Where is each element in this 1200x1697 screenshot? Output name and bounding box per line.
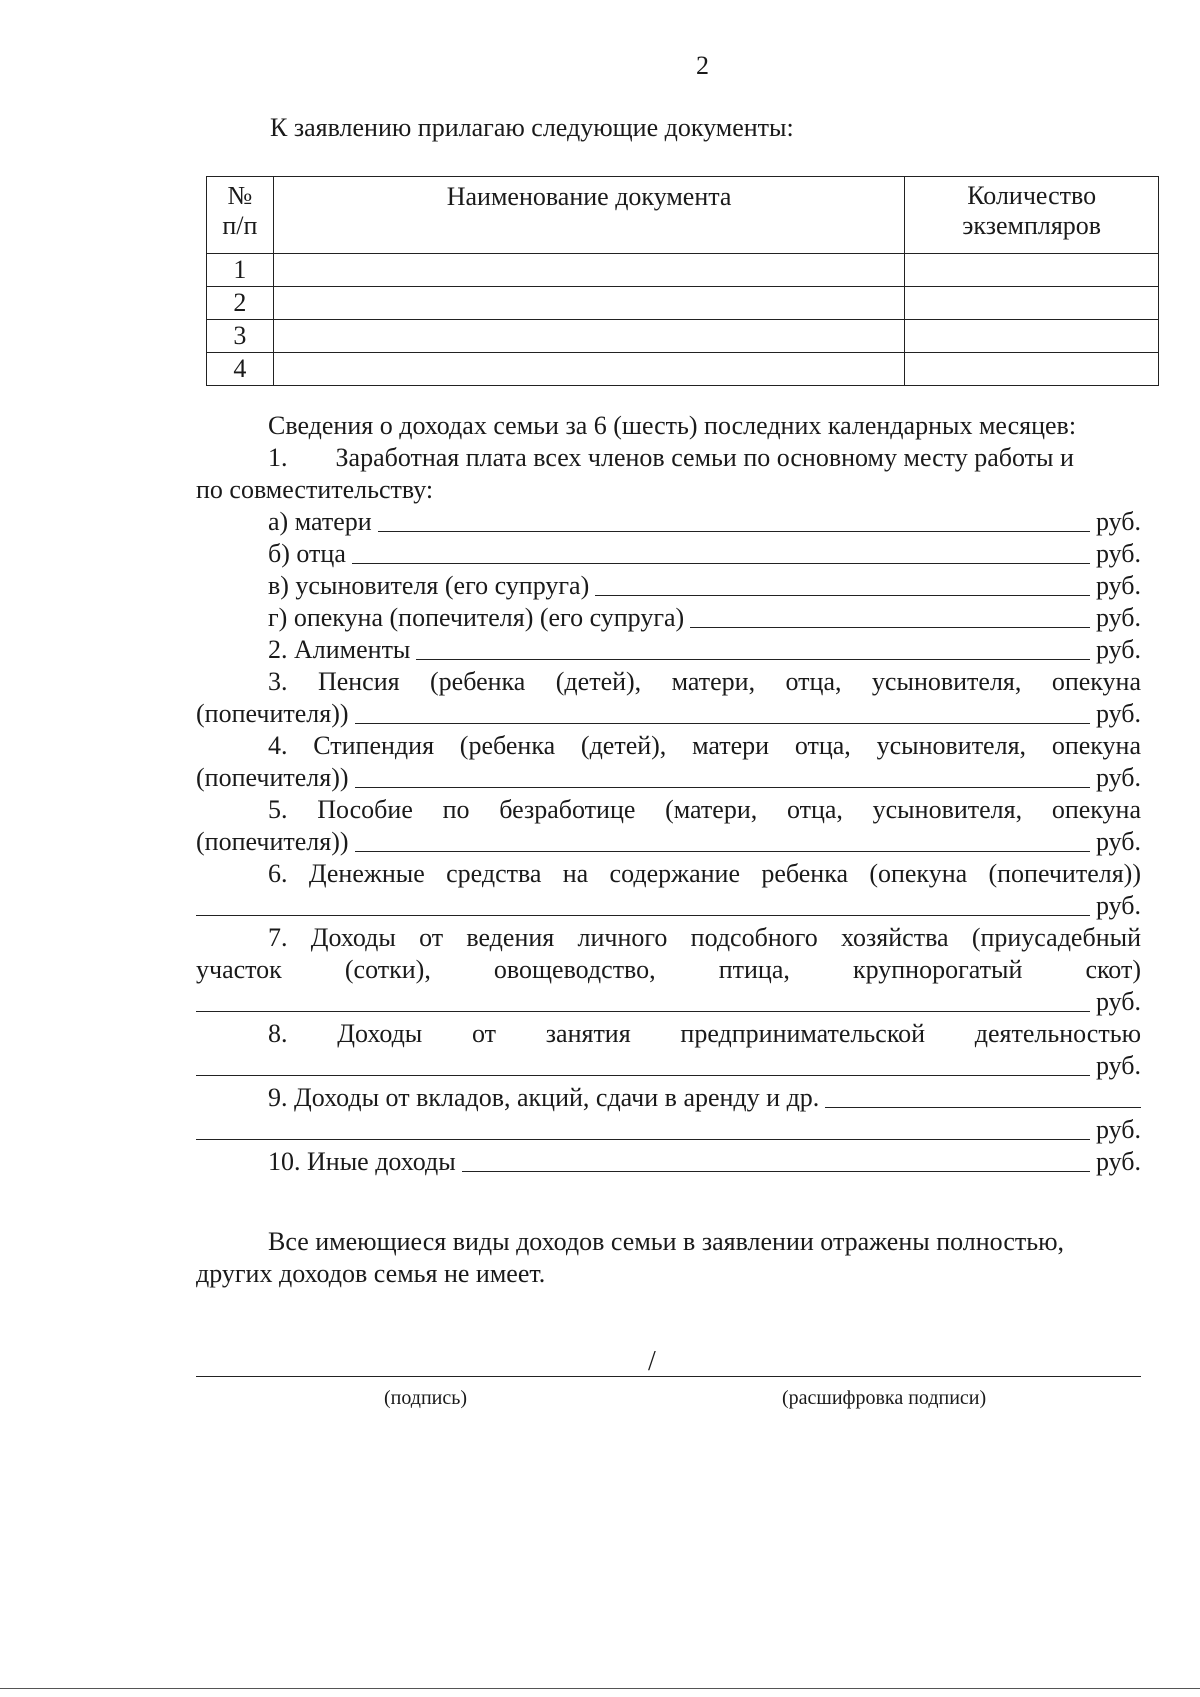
col-header-number-line1: № bbox=[227, 181, 253, 210]
item2-label: 2. Алименты bbox=[268, 634, 411, 664]
declaration-line2 bbox=[196, 1258, 1141, 1290]
page-number: 2 bbox=[696, 51, 709, 80]
item-b-line bbox=[196, 538, 1141, 570]
documents-table bbox=[206, 176, 1159, 386]
item3-cont-line bbox=[196, 698, 1141, 730]
quantity-cell[interactable] bbox=[905, 254, 1159, 287]
signature-caption: (подпись) bbox=[384, 1387, 468, 1409]
item-g-label: г) опекуна (попечителя) (его супруга) bbox=[268, 602, 685, 632]
item1-line bbox=[196, 442, 1141, 474]
item9-field-line bbox=[196, 1114, 1141, 1146]
rub-label: руб. bbox=[1095, 826, 1141, 856]
col-header-number-line2: п/п bbox=[222, 211, 258, 240]
rub-label: руб. bbox=[1095, 570, 1141, 600]
signature-separator: / bbox=[648, 1346, 656, 1377]
item7-cont-line bbox=[196, 954, 1141, 986]
rub-label: руб. bbox=[1095, 890, 1141, 920]
item3-label: 3. Пенсия (ребенка (детей), матери, отца, усыновителя, опекуна bbox=[268, 666, 1141, 696]
document-name-cell[interactable] bbox=[273, 287, 904, 320]
item8-field-line bbox=[196, 1050, 1141, 1082]
col-header-quantity bbox=[905, 177, 1159, 254]
item1-text: Заработная плата всех членов семьи по основному месту работы и bbox=[335, 442, 1074, 472]
row-number: 3 bbox=[207, 320, 274, 353]
business-income-field[interactable] bbox=[196, 1074, 1090, 1076]
document-name-cell[interactable] bbox=[273, 254, 904, 287]
table-row bbox=[207, 254, 1159, 287]
declaration-text-1: Все имеющиеся виды доходов семьи в заявлении отражены полностью, bbox=[268, 1226, 1064, 1256]
item10-line bbox=[196, 1146, 1141, 1178]
item-a-label: а) матери bbox=[268, 506, 372, 536]
adopter-income-field[interactable] bbox=[595, 594, 1090, 596]
item9-line bbox=[196, 1082, 1141, 1114]
col-header-name: Наименование документа bbox=[273, 177, 904, 254]
unemployment-field[interactable] bbox=[355, 850, 1090, 852]
income-heading: Сведения о доходах семьи за 6 (шесть) последних календарных месяцев: bbox=[268, 410, 1077, 440]
item7-label: 7. Доходы от ведения личного подсобного хозяйства (приусадебный bbox=[268, 922, 1141, 952]
item5-label: 5. Пособие по безработице (матери, отца, усыновителя, опекуна bbox=[268, 794, 1141, 824]
item-g-line bbox=[196, 602, 1141, 634]
rub-label: руб. bbox=[1095, 986, 1141, 1016]
rub-label: руб. bbox=[1095, 506, 1141, 536]
stipend-field[interactable] bbox=[355, 786, 1090, 788]
declaration-line1 bbox=[196, 1226, 1141, 1258]
quantity-cell[interactable] bbox=[905, 287, 1159, 320]
item10-label: 10. Иные доходы bbox=[268, 1146, 456, 1176]
rub-label: руб. bbox=[1095, 538, 1141, 568]
item3-line bbox=[196, 666, 1141, 698]
row-number: 1 bbox=[207, 254, 274, 287]
income-heading-line bbox=[196, 410, 1141, 442]
item6-label: 6. Денежные средства на содержание ребенка (опекуна (попечителя)) bbox=[268, 858, 1141, 888]
farm-income-field[interactable] bbox=[196, 1010, 1090, 1012]
item7-field-line bbox=[196, 986, 1141, 1018]
other-income-field[interactable] bbox=[462, 1170, 1090, 1172]
col-header-quantity-line1: Количество bbox=[967, 181, 1097, 210]
item2-line bbox=[196, 634, 1141, 666]
item7-line bbox=[196, 922, 1141, 954]
row-number: 2 bbox=[207, 287, 274, 320]
quantity-cell[interactable] bbox=[905, 353, 1159, 386]
item7-continuation: участок (сотки), овощеводство, птица, крупнорогатый скот) bbox=[196, 954, 1141, 984]
deposits-field-part1[interactable] bbox=[825, 1106, 1141, 1108]
item5-cont-line bbox=[196, 826, 1141, 858]
rub-label: руб. bbox=[1095, 1114, 1141, 1144]
col-header-quantity-line2: экземпляров bbox=[962, 211, 1102, 240]
table-row bbox=[207, 287, 1159, 320]
item1-continuation: по совместительству: bbox=[196, 474, 434, 504]
rub-label: руб. bbox=[1095, 634, 1141, 664]
guardian-label: (попечителя)) bbox=[196, 826, 349, 856]
alimony-field[interactable] bbox=[416, 658, 1090, 660]
quantity-cell[interactable] bbox=[905, 320, 1159, 353]
page-bottom-edge bbox=[0, 1688, 1200, 1689]
item1-cont-line bbox=[196, 474, 1141, 506]
pension-field[interactable] bbox=[355, 722, 1090, 724]
child-support-field[interactable] bbox=[196, 914, 1090, 916]
item-v-label: в) усыновителя (его супруга) bbox=[268, 570, 590, 600]
rub-label: руб. bbox=[1095, 602, 1141, 632]
rub-label: руб. bbox=[1095, 1050, 1141, 1080]
father-income-field[interactable] bbox=[352, 562, 1090, 564]
item8-line bbox=[196, 1018, 1141, 1050]
item6-cont-line bbox=[196, 890, 1141, 922]
col-header-number bbox=[207, 177, 274, 254]
item5-line bbox=[196, 794, 1141, 826]
rub-label: руб. bbox=[1095, 1146, 1141, 1176]
declaration-text-2: других доходов семья не имеет. bbox=[196, 1258, 546, 1288]
rub-label: руб. bbox=[1095, 762, 1141, 792]
row-number: 4 bbox=[207, 353, 274, 386]
guardian-income-field[interactable] bbox=[690, 626, 1090, 628]
rub-label: руб. bbox=[1095, 698, 1141, 728]
signature-line[interactable] bbox=[196, 1376, 1141, 1377]
item4-label: 4. Стипендия (ребенка (детей), матери отца, усыновителя, опекуна bbox=[268, 730, 1141, 760]
guardian-label: (попечителя)) bbox=[196, 698, 349, 728]
signature-decode-caption: (расшифровка подписи) bbox=[782, 1387, 987, 1409]
attachments-intro: К заявлению прилагаю следующие документы: bbox=[270, 113, 794, 142]
item8-label: 8. Доходы от занятия предпринимательской деятельностью bbox=[268, 1018, 1141, 1048]
item6-line bbox=[196, 858, 1141, 890]
table-header-row bbox=[207, 177, 1159, 254]
item1-number: 1. bbox=[268, 442, 288, 472]
document-name-cell[interactable] bbox=[273, 320, 904, 353]
table-row bbox=[207, 353, 1159, 386]
document-name-cell[interactable] bbox=[273, 353, 904, 386]
item4-cont-line bbox=[196, 762, 1141, 794]
mother-income-field[interactable] bbox=[378, 530, 1090, 532]
deposits-field-part2[interactable] bbox=[196, 1138, 1090, 1140]
table-row bbox=[207, 320, 1159, 353]
item-a-line bbox=[196, 506, 1141, 538]
item4-line bbox=[196, 730, 1141, 762]
item9-label: 9. Доходы от вкладов, акций, сдачи в аренду и др. bbox=[268, 1082, 820, 1112]
item-v-line bbox=[196, 570, 1141, 602]
guardian-label: (попечителя)) bbox=[196, 762, 349, 792]
item-b-label: б) отца bbox=[268, 538, 346, 568]
